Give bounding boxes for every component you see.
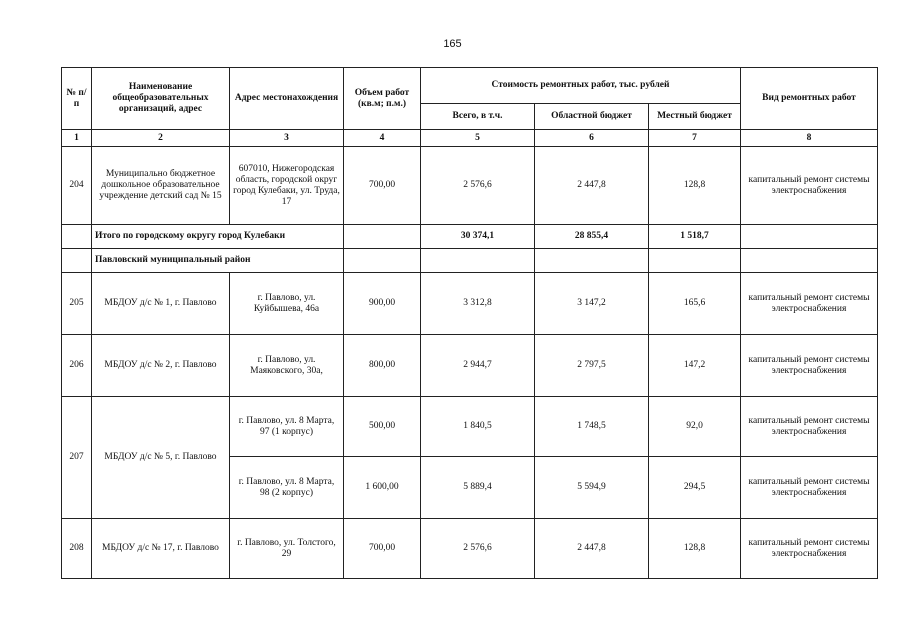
header-cost-group: Стоимость ремонтных работ, тыс. рублей <box>421 68 741 104</box>
header-address: Адрес местонахождения <box>230 68 344 130</box>
work-type: капитальный ремонт системы электроснабжения <box>741 519 878 579</box>
organization-name: МБДОУ д/с № 5, г. Павлово <box>92 397 230 519</box>
organization-address: г. Павлово, ул. Толстого, 29 <box>230 519 344 579</box>
cost-regional: 2 447,8 <box>535 519 649 579</box>
organization-address: 607010, Нижегородская область, городской округ город Кулебаки, ул. Труда, 17 <box>230 147 344 225</box>
table-row-205 <box>62 273 878 335</box>
work-type: капитальный ремонт системы электроснабжения <box>741 335 878 397</box>
cost-local: 165,6 <box>649 273 741 335</box>
total-sum: 30 374,1 <box>421 225 535 249</box>
column-number: 6 <box>535 130 649 147</box>
work-type: капитальный ремонт системы электроснабжения <box>741 147 878 225</box>
organization-name: МБДОУ д/с № 17, г. Павлово <box>92 519 230 579</box>
work-type: капитальный ремонт системы электроснабжения <box>741 457 878 519</box>
cost-total: 2 576,6 <box>421 147 535 225</box>
cost-local: 294,5 <box>649 457 741 519</box>
work-volume: 500,00 <box>344 397 421 457</box>
column-number: 4 <box>344 130 421 147</box>
header-num: № п/п <box>62 68 92 130</box>
organization-address: г. Павлово, ул. Куйбышева, 46а <box>230 273 344 335</box>
organization-name: МБДОУ д/с № 1, г. Павлово <box>92 273 230 335</box>
cost-regional: 5 594,9 <box>535 457 649 519</box>
section-row-pavlovo <box>62 249 878 273</box>
cost-local: 147,2 <box>649 335 741 397</box>
cost-regional: 2 797,5 <box>535 335 649 397</box>
header-local: Местный бюджет <box>649 104 741 130</box>
section-label: Павловский муниципальный район <box>92 249 344 273</box>
header-volume: Объем работ (кв.м; п.м.) <box>344 68 421 130</box>
row-num: 205 <box>62 273 92 335</box>
header-total: Всего, в т.ч. <box>421 104 535 130</box>
page-number: 165 <box>443 38 462 50</box>
cost-total: 3 312,8 <box>421 273 535 335</box>
cost-local: 128,8 <box>649 147 741 225</box>
header-work-type: Вид ремонтных работ <box>741 68 878 130</box>
total-local: 1 518,7 <box>649 225 741 249</box>
cost-total: 2 944,7 <box>421 335 535 397</box>
work-volume: 900,00 <box>344 273 421 335</box>
cost-total: 2 576,6 <box>421 519 535 579</box>
cost-regional: 1 748,5 <box>535 397 649 457</box>
row-num: 204 <box>62 147 92 225</box>
organization-name: Муниципально бюджетное дошкольное образовательное учреждение детский сад № 15 <box>92 147 230 225</box>
total-row-kulebaki <box>62 225 878 249</box>
header-regional: Областной бюджет <box>535 104 649 130</box>
total-label: Итого по городскому округу город Кулебаки <box>92 225 344 249</box>
cost-local: 128,8 <box>649 519 741 579</box>
column-number: 7 <box>649 130 741 147</box>
work-volume: 700,00 <box>344 519 421 579</box>
work-type: капитальный ремонт системы электроснабжения <box>741 397 878 457</box>
work-volume: 700,00 <box>344 147 421 225</box>
table-row-207-a <box>62 397 878 457</box>
row-num: 207 <box>62 397 92 519</box>
row-num: 206 <box>62 335 92 397</box>
cost-total: 1 840,5 <box>421 397 535 457</box>
header-organization: Наименование общеобразовательных организаций, адрес <box>92 68 230 130</box>
work-volume: 800,00 <box>344 335 421 397</box>
column-numbers-row <box>62 130 878 147</box>
column-number: 2 <box>92 130 230 147</box>
column-number: 8 <box>741 130 878 147</box>
work-volume: 1 600,00 <box>344 457 421 519</box>
total-regional: 28 855,4 <box>535 225 649 249</box>
table-row-208 <box>62 519 878 579</box>
organization-address: г. Павлово, ул. 8 Марта, 98 (2 корпус) <box>230 457 344 519</box>
column-number: 1 <box>62 130 92 147</box>
repair-works-table <box>61 67 878 579</box>
column-number: 5 <box>421 130 535 147</box>
cost-regional: 2 447,8 <box>535 147 649 225</box>
cost-total: 5 889,4 <box>421 457 535 519</box>
table-row-204 <box>62 147 878 225</box>
organization-name: МБДОУ д/с № 2, г. Павлово <box>92 335 230 397</box>
header-row-1 <box>62 68 878 104</box>
organization-address: г. Павлово, ул. 8 Марта, 97 (1 корпус) <box>230 397 344 457</box>
row-num: 208 <box>62 519 92 579</box>
cost-local: 92,0 <box>649 397 741 457</box>
organization-address: г. Павлово, ул. Маяковского, 30а, <box>230 335 344 397</box>
column-number: 3 <box>230 130 344 147</box>
cost-regional: 3 147,2 <box>535 273 649 335</box>
work-type: капитальный ремонт системы электроснабжения <box>741 273 878 335</box>
table-row-206 <box>62 335 878 397</box>
